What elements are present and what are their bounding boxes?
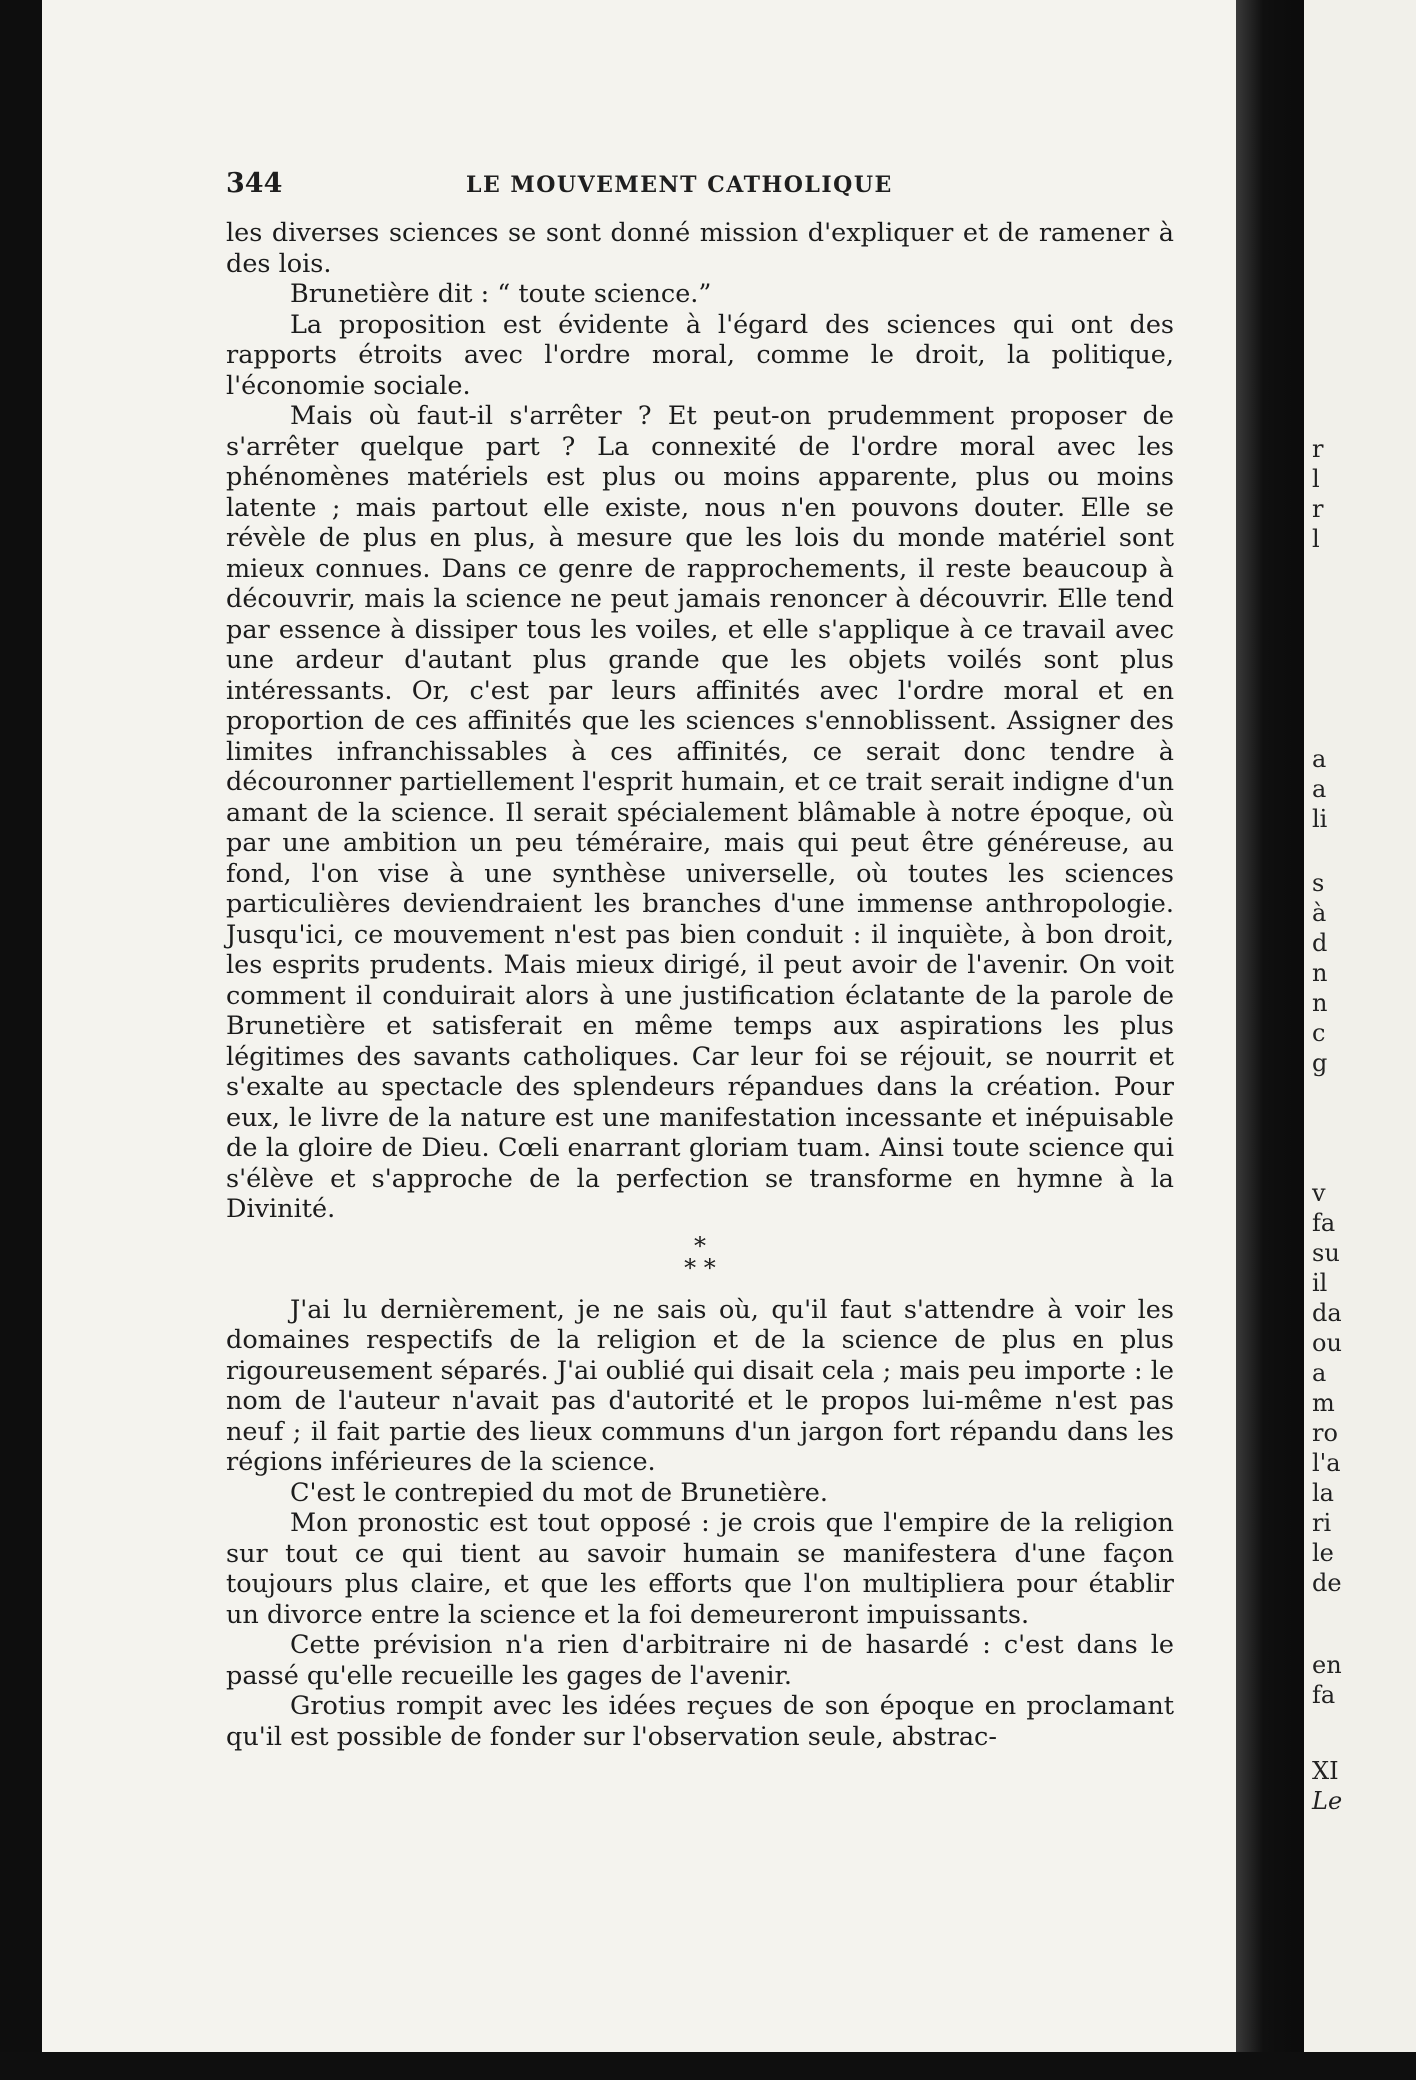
- fragment: la: [1312, 1479, 1334, 1507]
- fragment: n: [1312, 959, 1328, 987]
- fragment: ri: [1312, 1509, 1332, 1537]
- fragment: n: [1312, 989, 1328, 1017]
- section-separator: [226, 1231, 1174, 1282]
- fragment: fa: [1312, 1209, 1336, 1237]
- fragment: Le: [1312, 1787, 1343, 1815]
- fragment: m: [1312, 1389, 1335, 1417]
- running-title: LE MOUVEMENT CATHOLIQUE: [466, 172, 893, 198]
- fragment: a: [1312, 1359, 1327, 1387]
- separator-star-top: *: [694, 1231, 706, 1260]
- paragraph: Cette prévision n'a rien d'arbitraire ni de hasardé : c'est dans le passé qu'elle recueille les gages de l'avenir.: [226, 1630, 1174, 1691]
- page-number: 344: [226, 168, 283, 199]
- fragment-group: [1312, 434, 1323, 554]
- paragraph: Mais où faut-il s'arrêter ? Et peut-on prudemment proposer de s'arrêter quelque part ? La connexité de l'ordre moral avec les phénomènes matériels est plus ou moins apparente, plus ou moins latente ; mais partout elle existe, nous n'en pouvons douter. Elle se révèle de plus en plus, à mesure que les lois du monde matériel sont mieux connues. Dans ce genre de rapprochements, il reste beaucoup à découvrir, mais la science ne peut jamais renoncer à découvrir. Elle tend par essence à dissiper tous les voiles, et elle s'applique à ce travail avec une ardeur d'autant plus grande que les objets voilés sont plus intéressants. Or, c'est par leurs affinités avec l'ordre moral et en proportion de ces affinités que les sciences s'ennoblissent. Assigner des limites infranchissables à ces affinités, ce serait donc tendre à découronner partiellement l'esprit humain, et ce trait serait indigne d'un amant de la science. Il serait spécialement blâmable à notre époque, où par une ambition un peu téméraire, mais qui peut être généreuse, au fond, l'on vise à une synthèse universelle, où toutes les sciences particulières deviendraient les branches d'une immense anthropologie. Jusqu'ici, ce mouvement n'est pas bien conduit : il inquiète, à bon droit, les esprits prudents. Mais mieux dirigé, il peut avoir de l'avenir. On voit comment il conduirait alors à une justification éclatante de la parole de Brunetière et satisferait en même temps aux aspirations les plus légitimes des savants catholiques. Car leur foi se réjouit, se nourrit et s'exalte au spectacle des splendeurs répandues dans la création. Pour eux, le livre de la nature est une manifestation incessante et inépuisable de la gloire de Dieu. Cœli enarrant gloriam tuam. Ainsi toute science qui s'élève et s'approche de la perfection se transforme en hymne à la Divinité.: [226, 401, 1174, 1224]
- fragment: li: [1312, 805, 1328, 833]
- fragment: le: [1312, 1539, 1334, 1567]
- fragment: r: [1312, 495, 1324, 523]
- scan-bottom-border: [0, 2052, 1416, 2080]
- fragment: a: [1312, 775, 1327, 803]
- book-gutter: [1236, 0, 1304, 2080]
- fragment: l'a: [1312, 1449, 1341, 1477]
- fragment: l: [1312, 465, 1320, 493]
- fragment: g: [1312, 1049, 1328, 1077]
- paragraph: Brunetière dit : “ toute science.”: [290, 279, 712, 309]
- paragraph: Mon pronostic est tout opposé : je crois que l'empire de la religion sur tout ce qui tient au savoir humain se manifestera d'une façon toujours plus claire, et que les efforts que l'on multipliera pour établir un divorce entre la science et la foi demeureront impuissants.: [226, 1508, 1174, 1630]
- paragraph: La proposition est évidente à l'égard des sciences qui ont des rapports étroits avec l'ordre moral, comme le droit, la politique, l'économie sociale.: [226, 309, 1174, 401]
- adjacent-page-edge: [1304, 0, 1416, 2052]
- running-header: [226, 168, 1176, 208]
- fragment: ro: [1312, 1419, 1338, 1447]
- fragment: en: [1312, 1651, 1342, 1679]
- body-text-top: [226, 218, 1174, 1752]
- fragment: s: [1312, 869, 1325, 897]
- fragment: fa: [1312, 1681, 1336, 1709]
- fragment: c: [1312, 1019, 1326, 1047]
- paragraph: J'ai lu dernièrement, je ne sais où, qu'il faut s'attendre à voir les domaines respectifs de la religion et de la science de plus en plus rigoureusement séparés. J'ai oublié qui disait cela ; mais peu importe : le nom de l'auteur n'avait pas d'autorité et le propos lui-même n'est pas neuf ; il fait partie des lieux communs d'un jargon fort répandu dans les régions inférieures de la science.: [226, 1294, 1174, 1477]
- fragment: a: [1312, 745, 1327, 773]
- paragraph-continuation: les diverses sciences se sont donné mission d'expliquer et de ramener à des lois.: [226, 218, 1174, 279]
- fragment: il: [1312, 1269, 1328, 1297]
- fragment-group: [1312, 868, 1327, 1078]
- paragraph: C'est le contrepied du mot de Brunetière.: [290, 1477, 828, 1508]
- fragment-group: [1312, 1650, 1342, 1710]
- paragraph: Grotius rompit avec les idées reçues de son époque en proclamant qu'il est possible de fonder sur l'observation seule, abstrac-: [226, 1691, 1174, 1752]
- fragment: v: [1312, 1179, 1326, 1207]
- fragment: da: [1312, 1299, 1342, 1327]
- fragment-group: [1312, 1178, 1342, 1598]
- fragment-group: [1312, 1756, 1342, 1816]
- fragment: ou: [1312, 1329, 1342, 1357]
- fragment: su: [1312, 1239, 1340, 1267]
- fragment: d: [1312, 929, 1328, 957]
- fragment: XI: [1312, 1757, 1339, 1785]
- fragment: r: [1312, 435, 1324, 463]
- fragment: de: [1312, 1569, 1342, 1597]
- separator-stars-bottom: * *: [684, 1253, 716, 1282]
- scan-left-border: [0, 0, 42, 2080]
- fragment-group: [1312, 744, 1327, 834]
- fragment: l: [1312, 525, 1320, 553]
- fragment: à: [1312, 899, 1327, 927]
